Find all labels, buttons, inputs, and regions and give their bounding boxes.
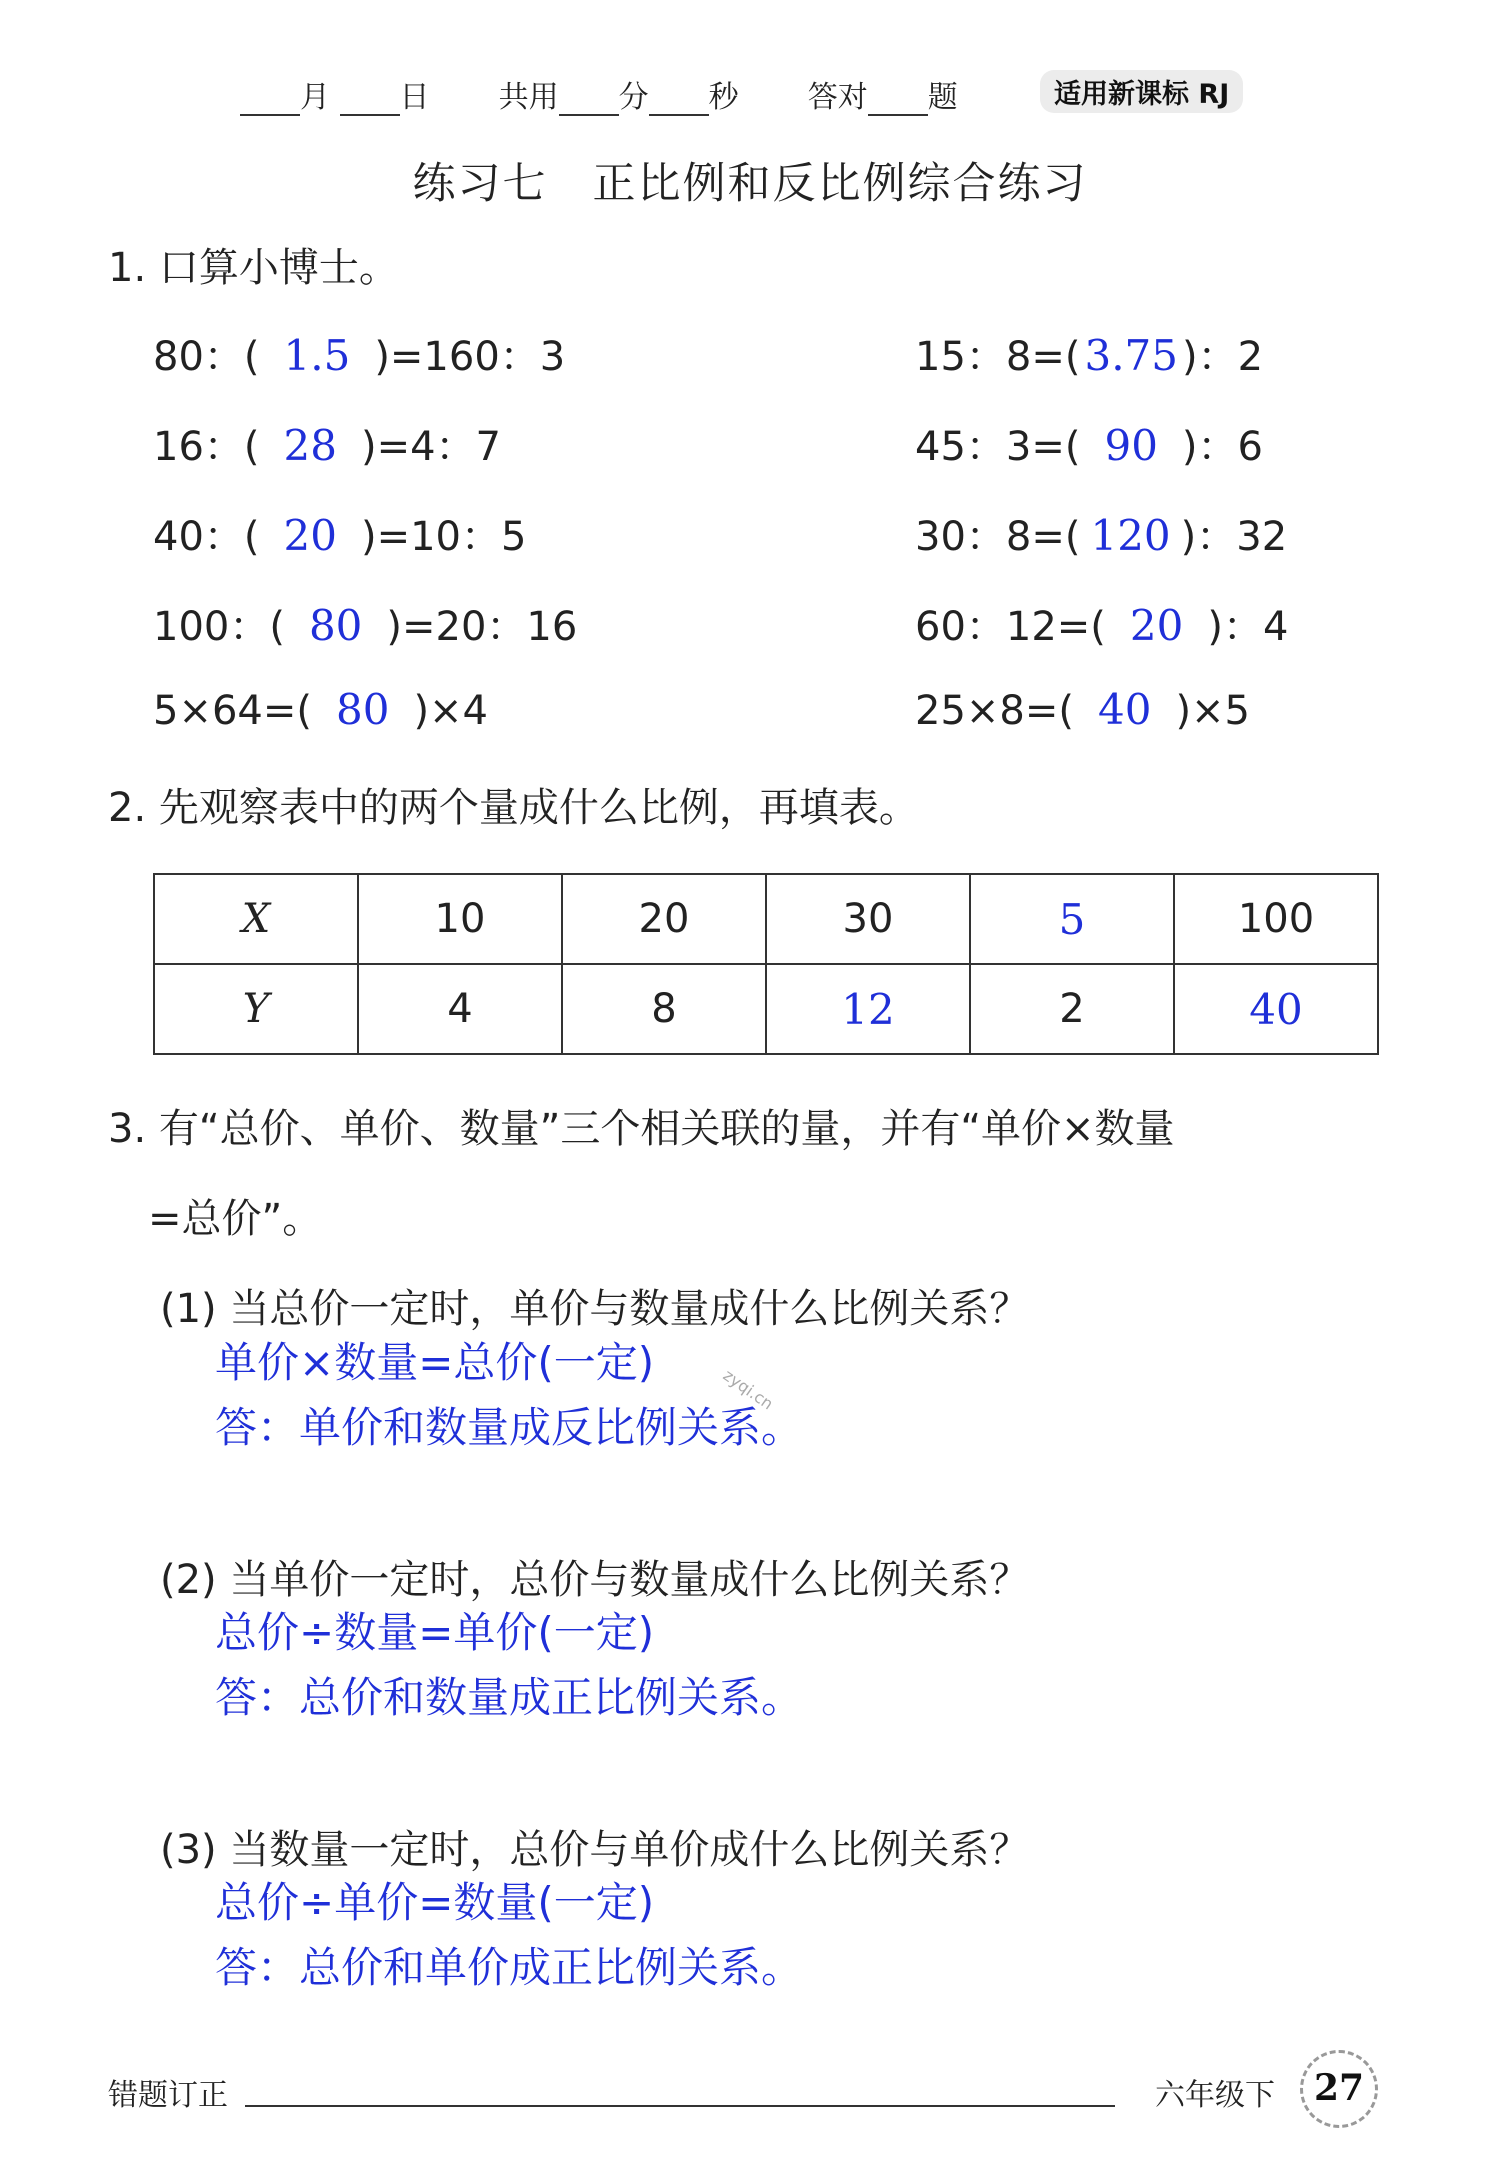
table-answer-cell[interactable]: 5 bbox=[970, 874, 1174, 964]
q1-heading: 1. 口算小博士。 bbox=[108, 245, 399, 291]
q3-part-2-work[interactable]: 总价÷数量=单价(一定) bbox=[215, 1608, 655, 1657]
q3-part-1-question: (1) 当总价一定时，单价与数量成什么比例关系？ bbox=[160, 1286, 1030, 1332]
eq-text: )：32 bbox=[1180, 514, 1288, 560]
eq-text: 80：( bbox=[153, 334, 260, 380]
eq-text: )=20：16 bbox=[386, 604, 578, 650]
eq-text: )×4 bbox=[413, 688, 489, 734]
eq-text: )：2 bbox=[1181, 334, 1264, 380]
table-cell: 100 bbox=[1174, 874, 1378, 964]
answer-blank[interactable]: 120 bbox=[1090, 511, 1171, 560]
answer-blank[interactable]: 20 bbox=[1129, 601, 1184, 650]
correct-label: 答对 bbox=[807, 80, 868, 115]
page-number: 27 bbox=[1300, 2050, 1378, 2128]
q3-part-1-work[interactable]: 单价×数量=总价(一定) bbox=[215, 1338, 655, 1387]
questions-label: 题 bbox=[927, 80, 958, 115]
answer-blank[interactable]: 28 bbox=[283, 421, 337, 470]
eq-text: 5×64=( bbox=[153, 688, 312, 734]
table-answer-cell[interactable]: 40 bbox=[1174, 964, 1378, 1054]
answer-blank[interactable]: 80 bbox=[335, 685, 390, 734]
page-title: 练习七 正比例和反比例综合练习 bbox=[412, 159, 1088, 209]
q3-part-3-question: (3) 当数量一定时，总价与单价成什么比例关系？ bbox=[160, 1827, 1030, 1873]
date-time-header bbox=[240, 72, 958, 116]
day-blank[interactable] bbox=[340, 80, 400, 116]
q1-right-row-4 bbox=[915, 595, 1288, 652]
eq-text: )：6 bbox=[1181, 424, 1263, 470]
q1-left-row-2 bbox=[153, 415, 501, 472]
eq-text: 45：3=( bbox=[915, 424, 1081, 470]
table-row-x bbox=[154, 874, 1378, 964]
table-answer-cell[interactable]: 12 bbox=[766, 964, 970, 1054]
eq-text: 16：( bbox=[153, 424, 260, 470]
answer-blank[interactable]: 1.5 bbox=[283, 331, 351, 380]
q3-part-1-answer[interactable]: 答：单价和数量成反比例关系。 bbox=[215, 1403, 804, 1452]
eq-text: )=10：5 bbox=[360, 514, 527, 560]
eq-text: 25×8=( bbox=[915, 688, 1074, 734]
table-cell: 30 bbox=[766, 874, 970, 964]
seconds-label: 秒 bbox=[708, 80, 739, 115]
q1-left-row-5 bbox=[153, 685, 488, 734]
q2-heading: 2. 先观察表中的两个量成什么比例，再填表。 bbox=[108, 785, 919, 831]
day-label: 日 bbox=[399, 80, 430, 115]
eq-text: )：4 bbox=[1207, 604, 1289, 650]
table-cell: 10 bbox=[358, 874, 562, 964]
eq-text: )×5 bbox=[1175, 688, 1251, 734]
q1-right-row-1 bbox=[915, 325, 1263, 382]
month-label: 月 bbox=[300, 80, 330, 115]
table-cell: 8 bbox=[562, 964, 766, 1054]
correction-line[interactable] bbox=[245, 2105, 1115, 2107]
eq-text: )=4：7 bbox=[360, 424, 501, 470]
minutes-blank[interactable] bbox=[559, 80, 619, 116]
eq-text: )=160：3 bbox=[374, 334, 566, 380]
table-cell: 2 bbox=[970, 964, 1174, 1054]
q1-right-row-5 bbox=[915, 685, 1250, 734]
correct-blank[interactable] bbox=[868, 80, 928, 116]
q3-part-3-answer[interactable]: 答：总价和单价成正比例关系。 bbox=[215, 1943, 804, 1992]
correction-label: 错题订正 bbox=[108, 2078, 228, 2113]
q1-left-row-4 bbox=[153, 595, 577, 652]
edition-tag: 适用新课标 RJ bbox=[1040, 70, 1243, 113]
eq-text: 15：8=( bbox=[915, 334, 1081, 380]
grade-label: 六年级下 bbox=[1155, 2078, 1275, 2113]
q3-part-2-question: (2) 当单价一定时，总价与数量成什么比例关系？ bbox=[160, 1557, 1030, 1603]
answer-blank[interactable]: 90 bbox=[1104, 421, 1158, 470]
q3-heading-line-1: 3. 有“总价、单价、数量”三个相关联的量，并有“单价×数量 bbox=[108, 1106, 1175, 1152]
answer-blank[interactable]: 3.75 bbox=[1084, 331, 1178, 380]
watermark: zyqi.cn bbox=[719, 1365, 777, 1414]
q3-part-3-work[interactable]: 总价÷单价=数量(一定) bbox=[215, 1878, 655, 1927]
answer-blank[interactable]: 20 bbox=[283, 511, 337, 560]
eq-text: 100：( bbox=[153, 604, 285, 650]
month-blank[interactable] bbox=[240, 80, 300, 116]
eq-text: 30：8=( bbox=[915, 514, 1081, 560]
eq-text: 40：( bbox=[153, 514, 260, 560]
q1-left-row-1 bbox=[153, 325, 565, 382]
q3-heading-line-2: =总价”。 bbox=[148, 1196, 323, 1242]
minutes-label: 分 bbox=[618, 80, 649, 115]
total-time-label: 共用 bbox=[498, 80, 559, 115]
q3-part-2-answer[interactable]: 答：总价和数量成正比例关系。 bbox=[215, 1673, 804, 1722]
table-cell: 20 bbox=[562, 874, 766, 964]
answer-blank[interactable]: 80 bbox=[308, 601, 363, 650]
q1-right-row-2 bbox=[915, 415, 1263, 472]
table-cell: 4 bbox=[358, 964, 562, 1054]
y-header: Y bbox=[154, 964, 358, 1054]
eq-text: 60：12=( bbox=[915, 604, 1106, 650]
x-header: X bbox=[154, 874, 358, 964]
proportion-table bbox=[153, 873, 1379, 1055]
seconds-blank[interactable] bbox=[649, 80, 709, 116]
q1-right-row-3 bbox=[915, 505, 1287, 562]
q1-left-row-3 bbox=[153, 505, 526, 562]
table-row-y bbox=[154, 964, 1378, 1054]
answer-blank[interactable]: 40 bbox=[1097, 685, 1152, 734]
